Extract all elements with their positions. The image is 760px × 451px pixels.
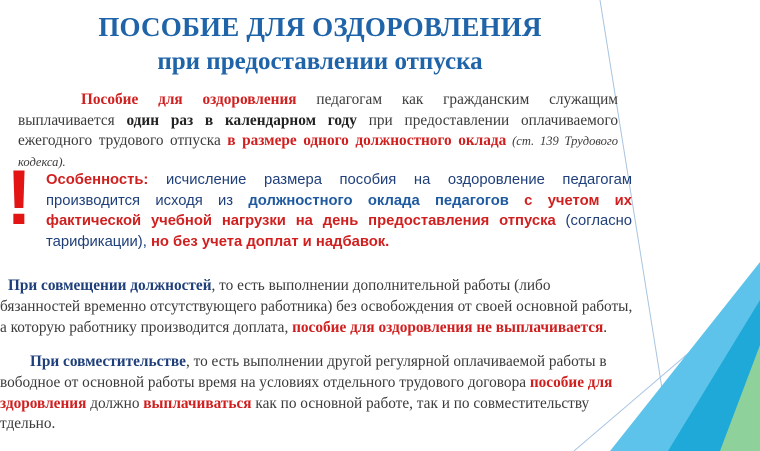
feature-label: Особенность: [46, 172, 149, 188]
intro-paragraph: Пособие для оздоровления педагогам как гражданским служащим выплачивается один раз в календарном году при предоставлении оплачиваемого ежегодного трудового отпуска в размере одного должностного оклада (ст. 139 Трудового кодекса). [18, 91, 618, 169]
page-title: ПОСОБИЕ ДЛЯ ОЗДОРОВЛЕНИЯ [98, 12, 542, 42]
part-time-paragraph: При совместительстве, то есть выполнении другой регулярной оплачиваемой работы в вободное от основной работы время на условиях отдельного трудового договора пособие для здоровления должно выплачиваться как по основной работе, так и по совместительству тдельно. [0, 353, 613, 433]
page-subtitle: при предоставлении отпуска [157, 48, 483, 75]
law-reference: (ст. 139 Трудового кодекса). [18, 134, 618, 169]
feature-paragraph: Особенность: исчисление размера пособия на оздоровление педагогам производится исходя из должностного оклада педагогов с учетом их фактической учебной нагрузки на день предоставления отпуска (согласно тарификации), но без учета доплат и надбавок. [46, 172, 632, 250]
term-benefit: Пособие для оздоровления [81, 91, 297, 108]
combination-paragraph: При совмещении должностей, то есть выполнении дополнительной работы (либо бязанностей временно отсутствующего работника) без освобождения от своей основной работы, а которую работнику производится доплата, пособие для оздоровления не выплачивается. [0, 277, 633, 336]
exclamation-icon: ! [6, 153, 32, 241]
